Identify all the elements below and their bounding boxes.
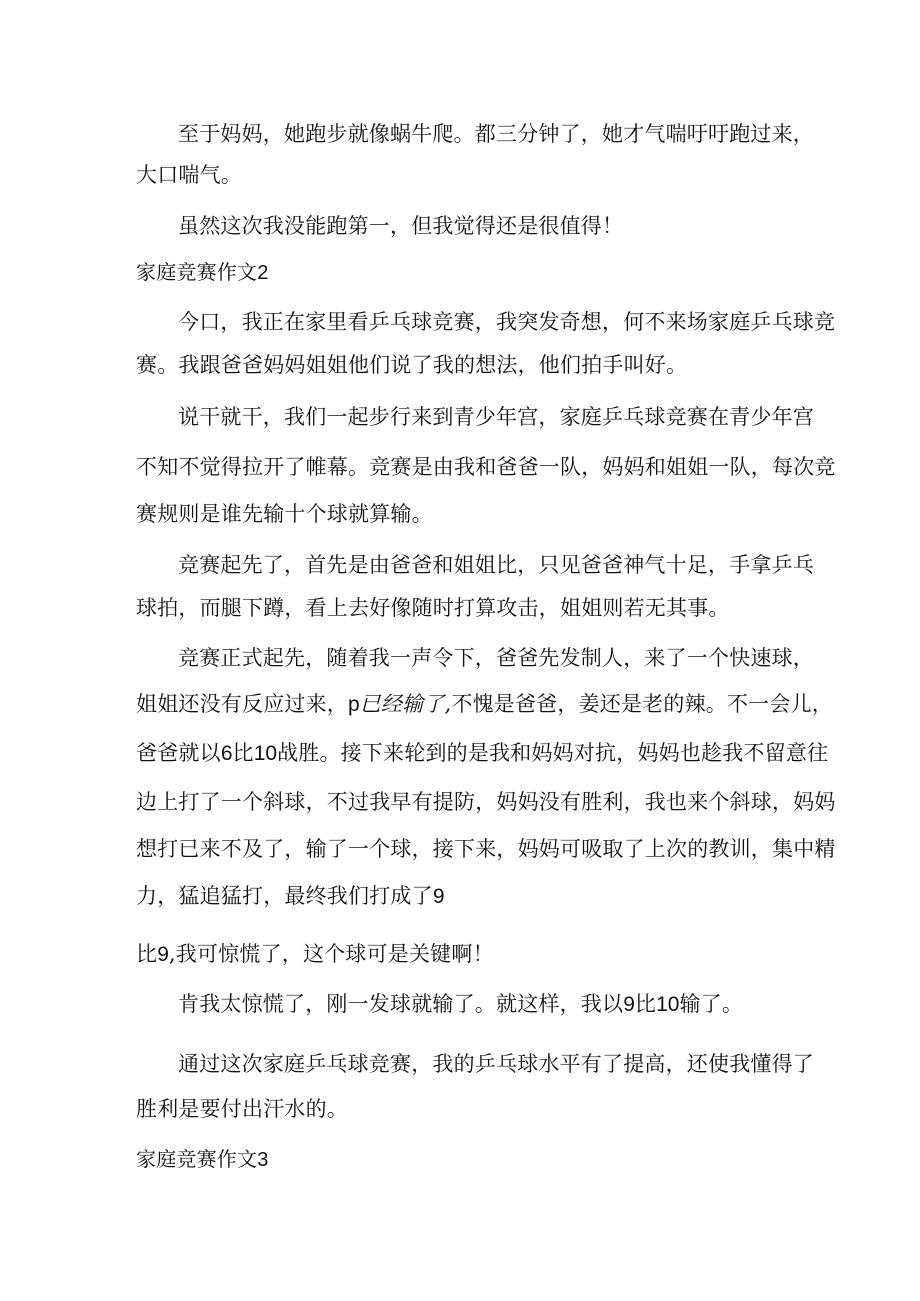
line-text: 球拍，而腿下蹲，看上去好像随时打算攻击，姐姐则若无其事。	[136, 596, 730, 620]
score-number: 10	[656, 993, 680, 1016]
paragraph-line	[136, 499, 433, 529]
italic-text: 已经输了,	[359, 692, 452, 716]
section-heading-2	[136, 257, 268, 288]
line-text: p	[348, 693, 360, 716]
paragraph-line	[178, 1049, 814, 1079]
line-text: 赛规则是谁先输十个球就算输。	[136, 502, 433, 526]
line-text: 今口，我正在家里看乒乓球竞赛，我突发奇想，何不来场家庭乒乓球竞	[178, 310, 836, 334]
paragraph-line	[178, 550, 814, 580]
line-text: 说干就干，我们一起步行来到青少年宫，家庭乒乓球竞赛在青少年宫	[178, 405, 814, 429]
line-text: 比	[232, 741, 254, 765]
line-text: 比	[136, 942, 158, 966]
heading-number: 3	[257, 1149, 269, 1171]
line-text: 肯我太惊慌了，刚一发球就输了。就这样，我以	[178, 992, 624, 1016]
line-text: ,我可惊慌了，这个球可是关键啊！	[168, 942, 494, 966]
line-text: 竞赛正式起先，随着我一声令下，爸爸先发制人，来了一个快速球，	[178, 646, 814, 670]
paragraph-line	[136, 452, 836, 482]
section-heading-3	[136, 1144, 268, 1175]
paragraph-line	[136, 350, 687, 380]
paragraph-line	[136, 593, 730, 623]
heading-text: 家庭竞赛作文	[136, 1147, 258, 1171]
line-text: 输了。	[679, 992, 744, 1016]
score-number: 9	[623, 993, 635, 1016]
paragraph-line	[136, 881, 445, 912]
paragraph-line	[178, 119, 814, 149]
line-text: 想打已来不及了，输了一个球，接下来，妈妈可吸取了上次的教训，集中精	[136, 837, 836, 861]
paragraph-line	[136, 939, 494, 970]
line-text: 赛。我跟爸爸妈妈姐姐他们说了我的想法，他们拍手叫好。	[136, 353, 688, 377]
line-text: 不愧是爸爸，姜还是老的辣。不一会儿，	[451, 692, 833, 716]
line-text: 比	[634, 992, 657, 1016]
paragraph-line	[136, 787, 836, 817]
paragraph-line	[178, 643, 814, 673]
paragraph-line	[136, 738, 828, 769]
heading-text: 家庭竞赛作文	[136, 260, 258, 284]
line-text: 边上打了一个斜球，不过我早有提防，妈妈没有胜利，我也来个斜球，妈妈	[136, 790, 836, 814]
line-text: 爸爸就以	[136, 741, 221, 765]
paragraph-line	[178, 211, 623, 241]
paragraph-line	[136, 834, 836, 864]
paragraph-line	[136, 1094, 348, 1124]
paragraph-line	[136, 689, 833, 720]
line-text: 虽然这次我没能跑第一，但我觉得还是很值得！	[178, 214, 624, 238]
score-number: 9	[157, 943, 169, 966]
score-number: 10	[253, 742, 278, 765]
line-text: 胜利是要付出汗水的。	[136, 1097, 348, 1121]
line-text: 通过这次家庭乒乓球竞赛，我的乒乓球水平有了提高，还使我懂得了	[178, 1052, 814, 1076]
line-text: 大口喘气。	[136, 163, 242, 187]
line-text: 不知不觉得拉开了帷幕。竞赛是由我和爸爸一队，妈妈和姐姐一队，每次竞	[136, 455, 836, 479]
line-text: 力，猛追猛打，最终我们打成了	[136, 884, 433, 908]
paragraph-line	[178, 989, 743, 1020]
paragraph-line	[178, 402, 814, 432]
line-text: 战胜。接下来轮到的是我和妈妈对抗，妈妈也趁我不留意往	[277, 741, 829, 765]
line-text: 至于妈妈，她跑步就像蜗牛爬。都三分钟了，她才气喘吁吁跑过来，	[178, 122, 814, 146]
line-text: 竞赛起先了，首先是由爸爸和姐姐比，只见爸爸神气十足，手拿乒乓	[178, 553, 814, 577]
heading-number: 2	[257, 262, 269, 284]
line-text: 姐姐还没有反应过来，	[136, 692, 348, 716]
score-number: 6	[220, 742, 233, 765]
score-number: 9	[432, 885, 445, 908]
paragraph-line	[178, 307, 835, 337]
paragraph-line	[136, 160, 242, 190]
